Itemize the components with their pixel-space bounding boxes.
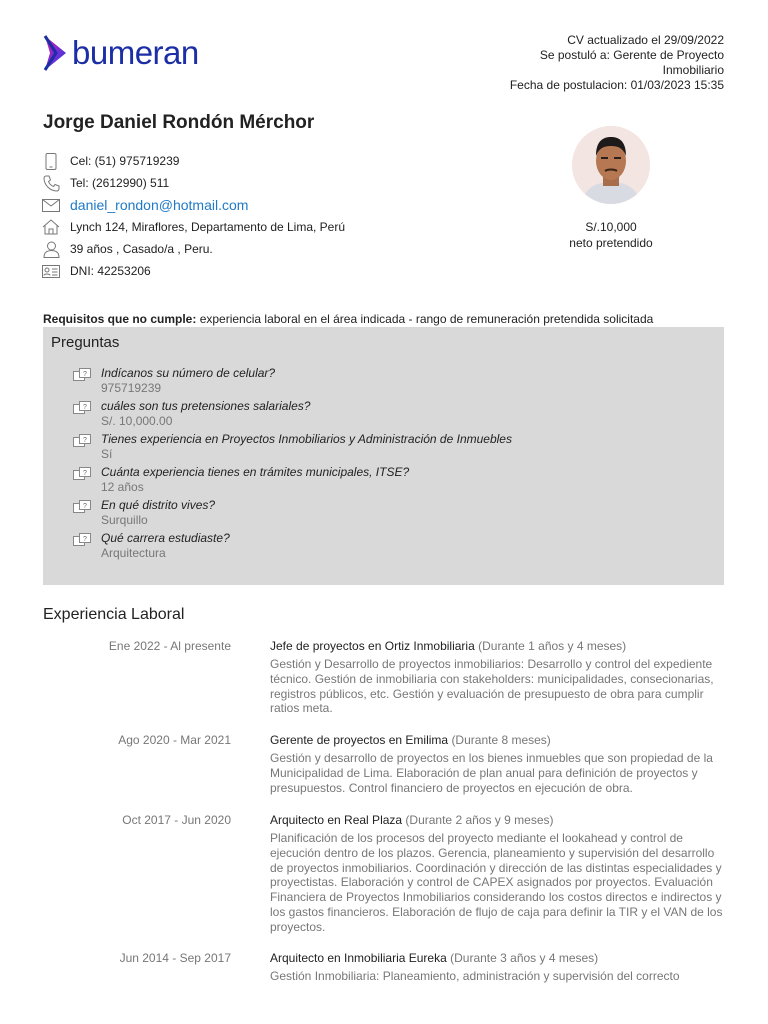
svg-text:?: ?: [83, 404, 87, 411]
contact-email-link[interactable]: daniel_rondon@hotmail.com: [70, 197, 249, 213]
job-duration: (Durante 8 meses): [451, 733, 551, 747]
unmet-requirements-text: experiencia laboral en el área indicada - rango de remuneración pretendida solicitada: [196, 312, 654, 326]
job-title: [270, 813, 554, 827]
salary-label: neto pretendido: [569, 236, 653, 250]
job-description: Gestión y desarrollo de proyectos en los bienes inmuebles que son propiedad de la Municipalidad de Lima. Elaboración de plan anual para definición de proyectos y presupuestos. Control financiero de proyectos en ejecución de obra.: [270, 751, 713, 795]
svg-text:?: ?: [83, 536, 87, 543]
svg-text:?: ?: [83, 371, 87, 378]
contact-personal: [42, 238, 442, 260]
contact-personal-text: 39 años , Casado/a , Peru.: [70, 242, 213, 256]
job-date: Jun 2014 - Sep 2017: [119, 951, 231, 965]
svg-text:?: ?: [83, 503, 87, 510]
job-date: Oct 2017 - Jun 2020: [122, 813, 231, 827]
job-date: Ago 2020 - Mar 2021: [118, 733, 231, 747]
question-text: Tienes experiencia en Proyectos Inmobiliarios y Administración de Inmuebles: [101, 432, 512, 446]
candidate-photo: [572, 126, 650, 204]
unmet-requirements: [43, 312, 653, 326]
job-duration: (Durante 3 años y 4 meses): [450, 951, 599, 965]
contact-list: [42, 150, 442, 282]
contact-mobile-text: Cel: (51) 975719239: [70, 154, 180, 168]
job-date: Ene 2022 - Al presente: [108, 639, 231, 653]
questions-panel: [43, 327, 724, 585]
salary-expectation: [540, 219, 682, 251]
question-chat-icon: [73, 401, 91, 417]
answer-text: 12 años: [101, 480, 144, 494]
question-chat-icon: [73, 467, 91, 483]
contact-dni: [42, 260, 442, 282]
question-text: Indícanos su número de celular?: [101, 366, 276, 380]
bumeran-logo: [42, 34, 199, 72]
cv-updated: CV actualizado el 29/09/2022: [567, 33, 724, 47]
contact-phone-text: Tel: (2612990) 511: [70, 176, 170, 190]
job-title-text: Jefe de proyectos en Ortiz Inmobiliaria: [270, 639, 475, 653]
question-chat-icon: [73, 368, 91, 384]
contact-mobile: [42, 150, 442, 172]
job-title: [270, 639, 626, 653]
applied-position-cont: Inmobiliario: [662, 63, 724, 77]
mobile-phone-icon: [42, 152, 60, 170]
question-chat-icon: [73, 500, 91, 516]
contact-address-text: Lynch 124, Miraflores, Departamento de Lima, Perú: [70, 220, 346, 234]
candidate-name: Jorge Daniel Rondón Mérchor: [43, 112, 315, 133]
phone-icon: [42, 174, 60, 192]
job-title-text: Arquitecto en Real Plaza: [270, 813, 403, 827]
applied-position: Se postuló a: Gerente de Proyecto: [539, 48, 724, 62]
answer-text: S/. 10,000.00: [101, 414, 173, 428]
question-text: En qué distrito vives?: [101, 498, 216, 512]
question-chat-icon: [73, 434, 91, 450]
job-description: Planificación de los procesos del proyecto mediante el lookahead y control de ejecución dentro de los plazos. Gerencia, planeamiento y supervisión del desarrollo de proyectos inmobiliarios. Coordinación y dirección de las distintas especialidades y proyectistas. Elaboración y control de CAPEX asignados por proyectos. Evaluación Financiera de Proyectos Inmobiliarios considerando los costos directos e indirectos y los gastos financieros. Elaboración de flujo de caja para definir la TIR y el VAN de los proyectos.: [270, 831, 723, 934]
bumeran-logo-text: bumeran: [72, 34, 199, 71]
question-text: Qué carrera estudiaste?: [101, 531, 230, 545]
job-title: [270, 733, 551, 747]
svg-text:?: ?: [83, 470, 87, 477]
experience-title: Experiencia Laboral: [43, 606, 185, 623]
question-chat-icon: [73, 533, 91, 549]
job-title: [270, 951, 598, 965]
svg-text:?: ?: [83, 437, 87, 444]
answer-text: 975719239: [101, 381, 162, 395]
job-title-text: Arquitecto en Inmobiliaria Eureka: [270, 951, 447, 965]
person-icon: [42, 240, 60, 258]
job-duration: (Durante 1 años y 4 meses): [478, 639, 627, 653]
application-date: Fecha de postulacion: 01/03/2023 15:35: [509, 78, 724, 92]
bumeran-logo-mark: [42, 34, 68, 72]
questions-title: Preguntas: [51, 334, 120, 351]
contact-dni-text: DNI: 42253206: [70, 264, 151, 278]
job-duration: (Durante 2 años y 9 meses): [405, 813, 554, 827]
contact-phone: [42, 172, 442, 194]
job-title-text: Gerente de proyectos en Emilima: [270, 733, 449, 747]
job-description: Gestión y Desarrollo de proyectos inmobiliarios: Desarrollo y control del expediente técnico. Gestión de inmobiliaria con stakeholders: municipalidades, consecionarias, registros públicos, etc. Gestión y evaluación de presupuesto de obra para cumplir ratios meta.: [270, 657, 714, 716]
application-meta: [464, 33, 724, 93]
question-text: Cuánta experiencia tienes en trámites municipales, ITSE?: [101, 465, 410, 479]
question-text: cuáles son tus pretensiones salariales?: [101, 399, 311, 413]
job-description: Gestión Inmobiliaria: Planeamiento, administración y supervisión del correcto: [270, 969, 680, 983]
salary-amount: S/.10,000: [585, 220, 637, 234]
answer-text: Arquitectura: [101, 546, 166, 560]
home-icon: [42, 218, 60, 236]
contact-address: [42, 216, 442, 238]
envelope-icon: [42, 196, 60, 214]
contact-email[interactable]: [42, 194, 442, 216]
id-card-icon: [42, 262, 60, 280]
unmet-requirements-label: Requisitos que no cumple:: [43, 312, 197, 326]
answer-text: Surquillo: [101, 513, 148, 527]
answer-text: Sí: [101, 447, 113, 461]
